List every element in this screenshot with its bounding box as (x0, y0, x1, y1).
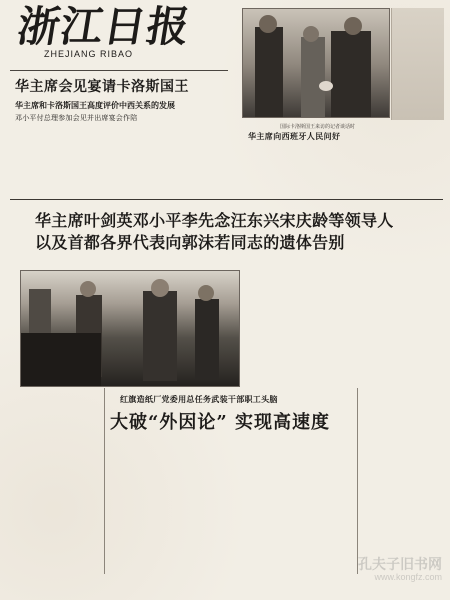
main-story-headline (35, 210, 437, 254)
photo-person-5-head (151, 279, 169, 297)
top-photo (242, 8, 390, 118)
photo-flag-left (29, 289, 51, 337)
top-photo-caption-main: 华主席向西班牙人民问好 (248, 131, 341, 141)
section-rule (10, 199, 443, 200)
bottom-divider-left (104, 388, 105, 574)
main-story-headline-line-2: 以及首都各界代表向郭沫若同志的遗体告别 (35, 233, 345, 252)
photo-person-3-head (344, 17, 362, 35)
photo-person-5 (143, 291, 177, 381)
masthead-rule (10, 70, 228, 71)
bottom-right-column (364, 388, 438, 568)
top-story-subline: 邓小平付总理参加会见并出席宴会作陪 (15, 114, 138, 122)
photo-person-6-head (198, 285, 214, 301)
photo-person-3 (331, 31, 371, 117)
masthead (14, 2, 228, 74)
mid-photo (20, 270, 240, 387)
photo-foreground-shape (21, 333, 101, 386)
bottom-left-column (20, 388, 98, 568)
watermark-bottom: www.kongfz.com (374, 572, 442, 582)
handshake-icon (319, 81, 333, 91)
masthead-title: 浙江日报 (14, 2, 194, 51)
watermark-top: 孔夫子旧书网 (358, 556, 442, 572)
photo-person-2 (301, 37, 325, 117)
top-story (15, 76, 235, 123)
bottom-story-body (112, 455, 358, 573)
top-story-subhead: 华主席和卡洛斯国王高度评价中西关系的发展 (15, 100, 175, 110)
bottom-story-lead (112, 430, 358, 450)
photo-person-4-head (80, 281, 96, 297)
top-story-body-right (145, 137, 235, 179)
photo-person-1-head (259, 15, 277, 33)
photo-side-panel (391, 8, 444, 120)
bottom-story-subhead: 红旗造纸厂党委用总任务武装干部职工头脑 (120, 394, 278, 404)
main-story-headline-line-1: 华主席叶剑英邓小平李先念汪东兴宋庆龄等领导人 (35, 211, 394, 230)
photo-person-2-head (303, 26, 319, 42)
bottom-story-headline: 大破“外因论” 实现高速度 (110, 412, 330, 433)
top-photo-caption-small: 国际卡洛斯国王来访的记者谈话时 (280, 124, 356, 130)
photo-person-6 (195, 299, 219, 379)
top-story-body-left (15, 137, 133, 179)
watermark (344, 557, 442, 590)
photo-person-1 (255, 27, 283, 117)
masthead-roman: ZHEJIANG RIBAO (44, 49, 134, 59)
top-story-headline: 华主席会见宴请卡洛斯国王 (15, 79, 189, 95)
mid-story-column-left (242, 270, 322, 380)
mid-story-column-right (329, 270, 433, 382)
